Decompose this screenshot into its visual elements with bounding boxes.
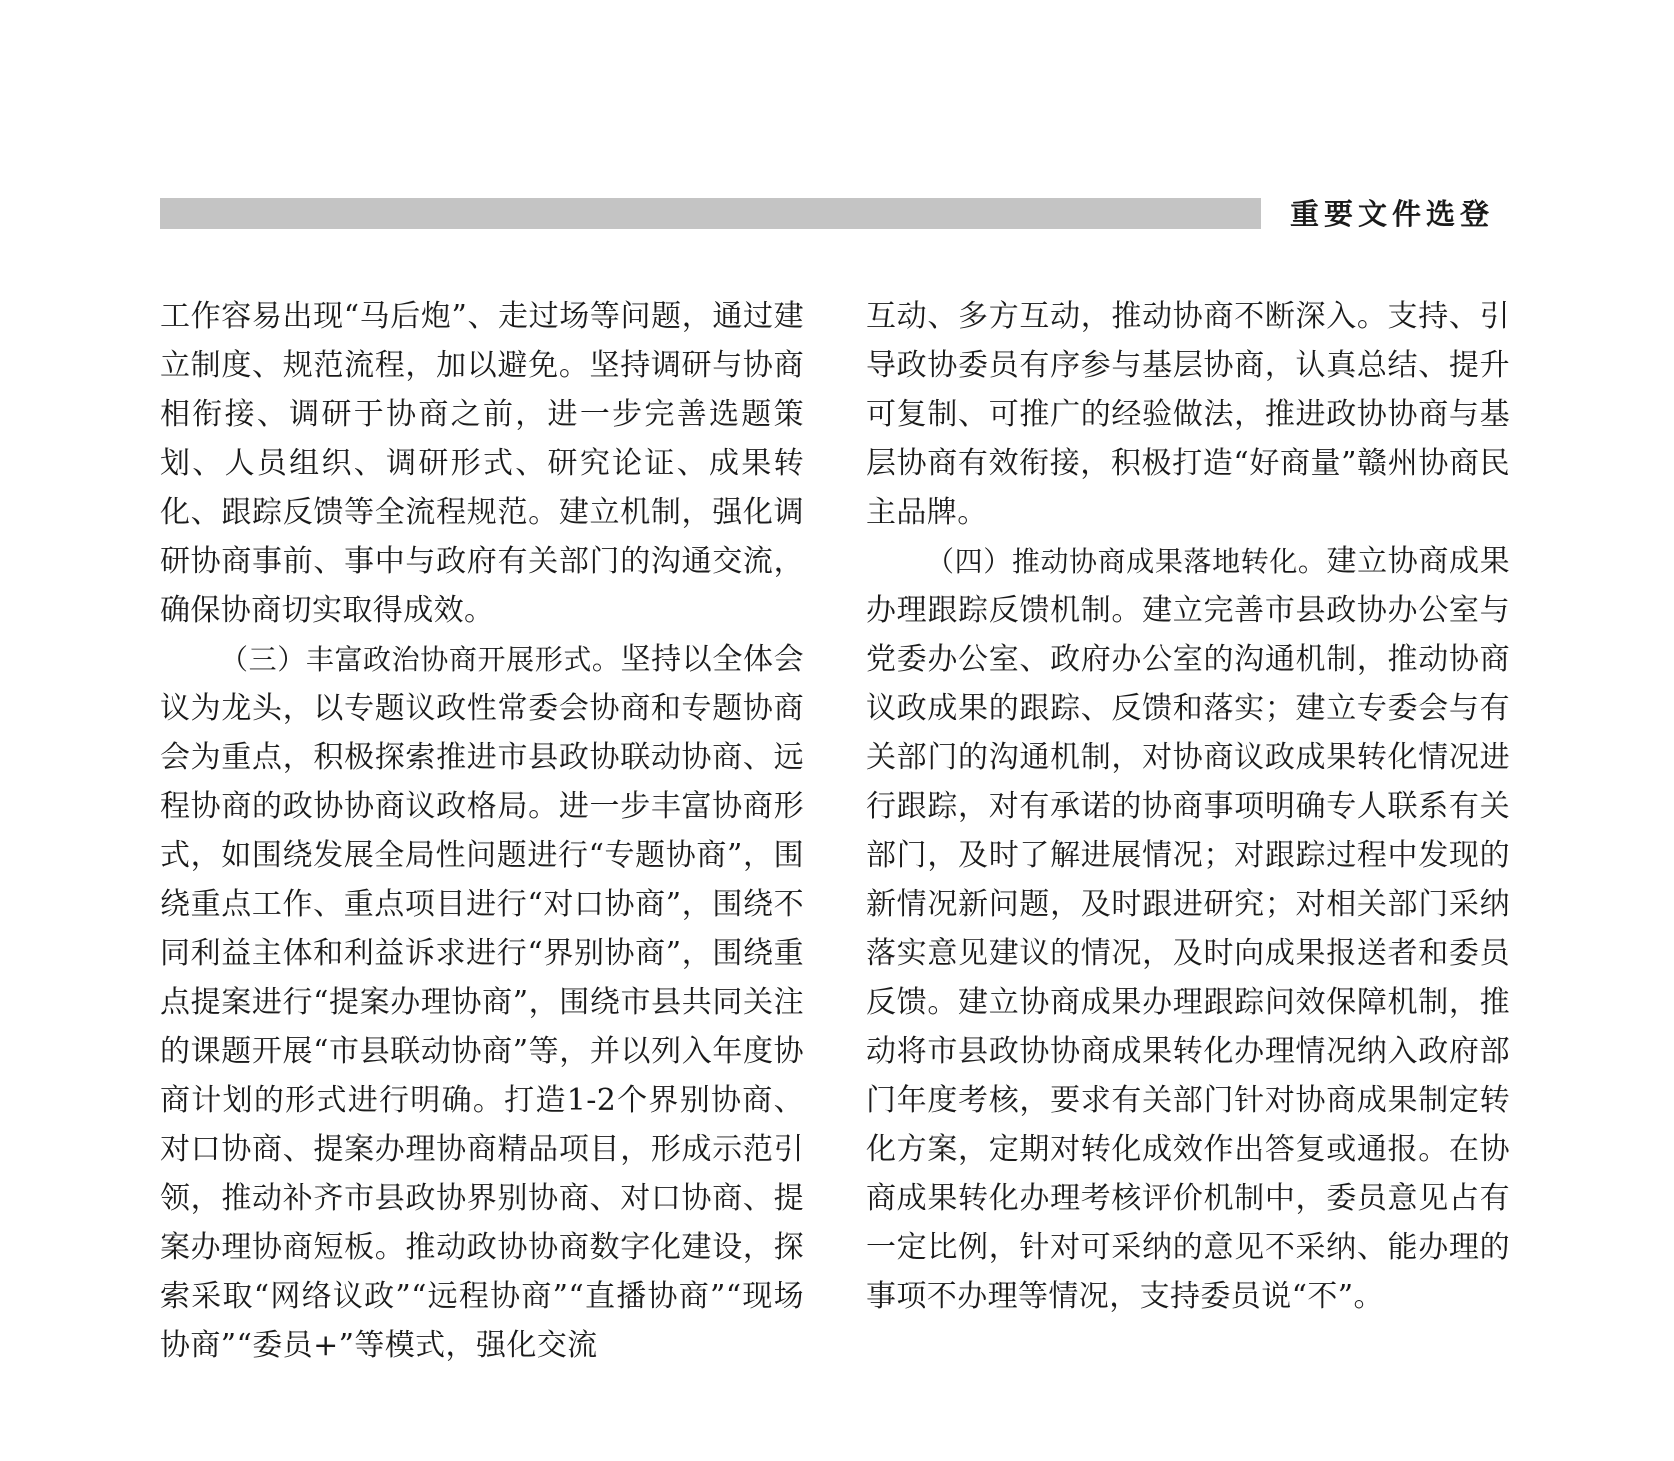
paragraph-section-3	[160, 635, 804, 1370]
section-4-body: 建立协商成果办理跟踪反馈机制。建立完善市县政协办公室与党委办公室、政府办公室的沟通机制，推动协商议政成果的跟踪、反馈和落实；建立专委会与有关部门的沟通机制，对协商议政成果转化情况进行跟踪，对有承诺的协商事项明确专人联系有关部门，及时了解进展情况；对跟踪过程中发现的新情况新问题，及时跟进研究；对相关部门采纳落实意见建议的情况，及时向成果报送者和委员反馈。建立协商成果办理跟踪问效保障机制，推动将市县政协协商成果转化办理情况纳入政府部门年度考核，要求有关部门针对协商成果制定转化方案，定期对转化成效作出答复或通报。在协商成果转化办理考核评价机制中，委员意见占有一定比例，针对可采纳的意见不采纳、能办理的事项不办理等情况，支持委员说“不”。	[866, 544, 1510, 1314]
paragraph-continued: 工作容易出现“马后炮”、走过场等问题，通过建立制度、规范流程，加以避免。坚持调研与协商相衔接、调研于协商之前，进一步完善选题策划、人员组织、调研形式、研究论证、成果转化、跟踪反馈等全流程规范。建立机制，强化调研协商事前、事中与政府有关部门的沟通交流，确保协商切实取得成效。	[160, 299, 804, 628]
left-column	[160, 292, 804, 1370]
section-3-body: 坚持以全体会议为龙头，以专题议政性常委会协商和专题协商会为重点，积极探索推进市县政协联动协商、远程协商的政协协商议政格局。进一步丰富协商形式，如围绕发展全局性问题进行“专题协商”，围绕重点工作、重点项目进行“对口协商”，围绕不同利益主体和利益诉求进行“界别协商”，围绕重点提案进行“提案办理协商”，围绕市县共同关注的课题开展“市县联动协商”等，并以列入年度协商计划的形式进行明确。打造1-2个界别协商、对口协商、提案办理协商精品项目，形成示范引领，推动补齐市县政协界别协商、对口协商、提案办理协商短板。推动政协协商数字化建设，探索采取“网络议政”“远程协商”“直播协商”“现场协商”“委员+”等模式，强化交流	[160, 642, 804, 1363]
header-rule-bar	[160, 198, 1261, 229]
section-3-heading: （三）丰富政治协商开展形式。	[220, 643, 621, 676]
section-4-heading: （四）推动协商成果落地转化。	[926, 545, 1327, 578]
paragraph-continued-right: 互动、多方互动，推动协商不断深入。支持、引导政协委员有序参与基层协商，认真总结、提升可复制、可推广的经验做法，推进政协协商与基层协商有效衔接，积极打造“好商量”赣州协商民主品牌。	[866, 299, 1510, 530]
section-title: 重要文件选登	[1290, 197, 1495, 231]
paragraph-section-4	[866, 537, 1510, 1321]
right-column	[866, 292, 1510, 1321]
